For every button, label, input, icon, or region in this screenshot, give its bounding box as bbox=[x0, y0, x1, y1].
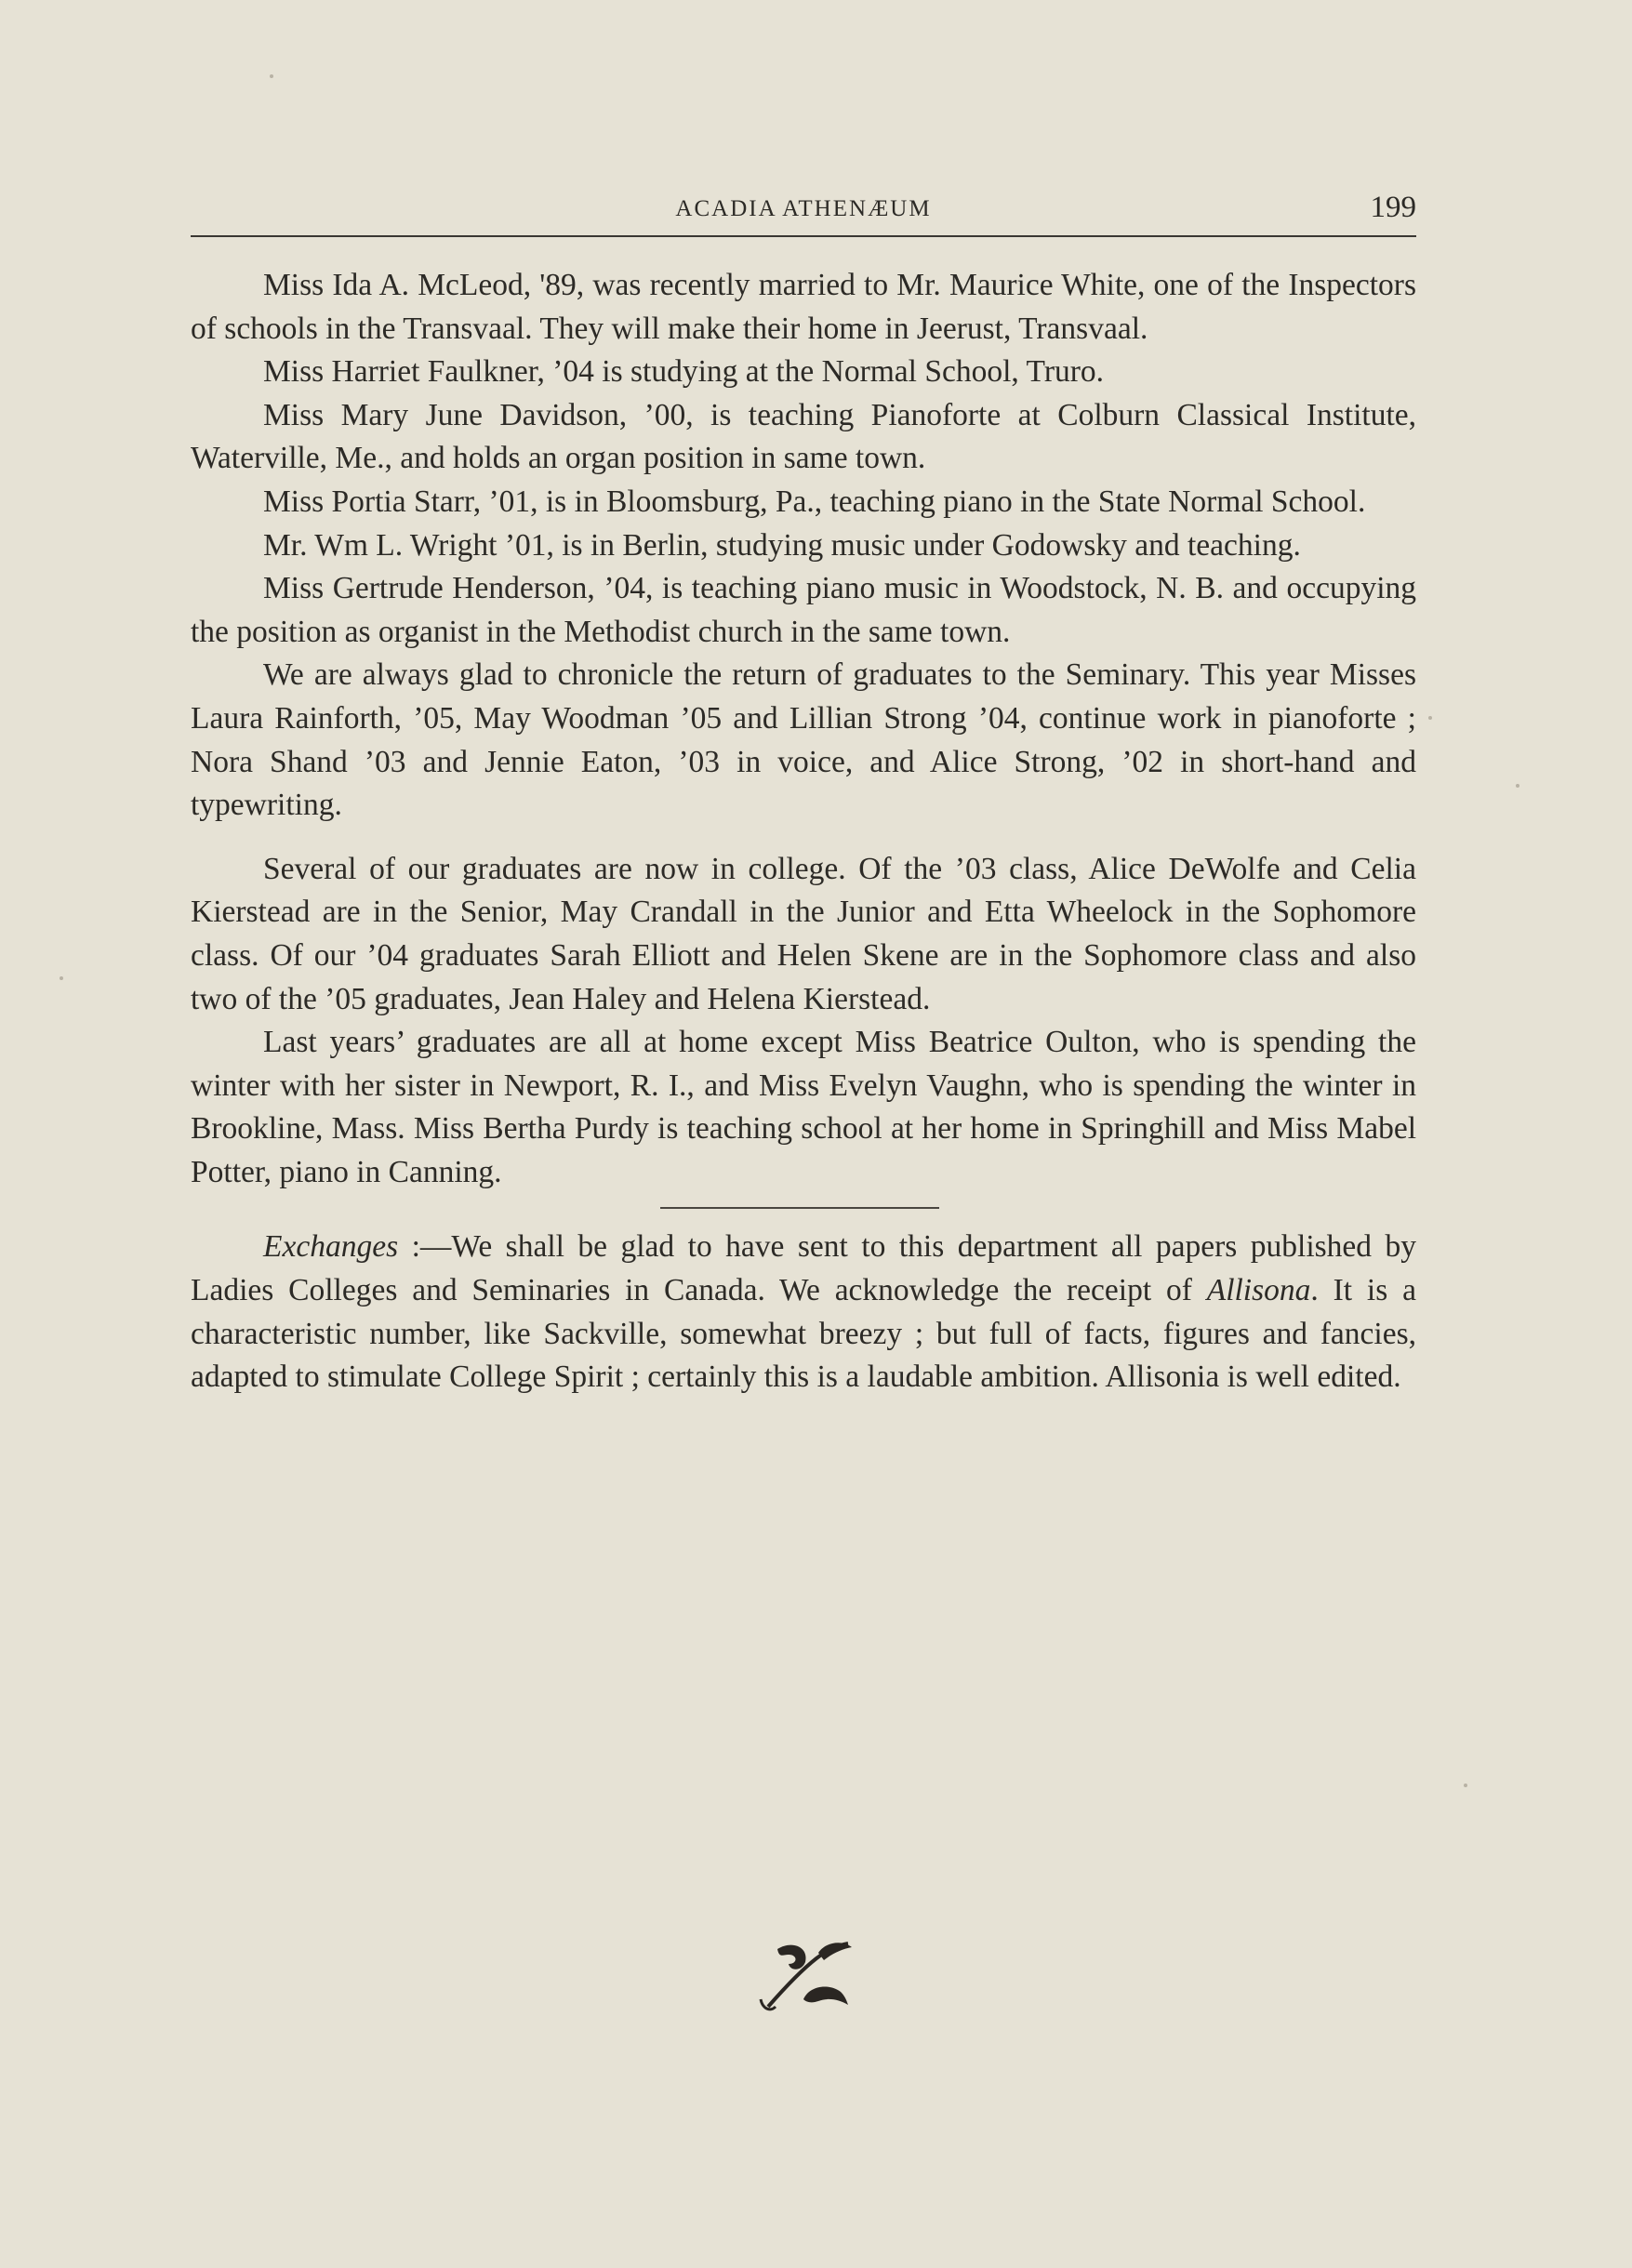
running-head bbox=[191, 191, 1416, 232]
paragraph-davidson: Miss Mary June Davidson, ’00, is teaching Pianoforte at Colburn Classical Institute, Waterville, Me., and holds an organ position in same town. bbox=[191, 397, 1416, 476]
fleuron-ornament bbox=[751, 1934, 863, 2018]
paper-speck bbox=[1516, 784, 1519, 788]
exchanges-intro: :—We shall be glad to have sent to this department all papers published by Ladies Colleges and Seminaries in Canada. We acknowledge the receipt of bbox=[191, 1229, 1416, 1308]
paragraph-henderson: Miss Gertrude Henderson, ’04, is teaching piano music in Woodstock, N. B. and occupying the position as organist in the Methodist church in the same town. bbox=[191, 571, 1416, 649]
paragraph-faulkner: Miss Harriet Faulkner, ’04 is studying at the Normal School, Truro. bbox=[263, 354, 1105, 390]
section-divider bbox=[660, 1207, 939, 1209]
paragraph-returning-graduates: We are always glad to chronicle the return of graduates to the Seminary. This year Misses Laura Rainforth, ’05, May Woodman ’05 and Lillian Strong ’04, continue work in pianoforte ; Nora Shand ’03 and Jennie Eaton, ’03 in voice, and Alice Strong, ’02 in short-hand and typewriting. bbox=[191, 657, 1416, 823]
exchanges-publication: Allisona bbox=[1206, 1273, 1311, 1308]
page-number: 199 bbox=[1370, 191, 1416, 224]
paragraph-starr: Miss Portia Starr, ’01, is in Bloomsburg, Pa., teaching piano in the State Normal School. bbox=[263, 484, 1366, 519]
paragraph-wright: Mr. Wm L. Wright ’01, is in Berlin, studying music under Godowsky and teaching. bbox=[263, 527, 1301, 563]
paragraph-last-years-graduates: Last years’ graduates are all at home except Miss Beatrice Oulton, who is spending the winter with her sister in Newport, R. I., and Miss Evelyn Vaughn, who is spending the winter in Brookline, Mass. Miss Bertha Purdy is teaching school at her home in Springhill and Miss Mabel Potter, piano in Canning. bbox=[191, 1025, 1416, 1189]
paper-speck bbox=[270, 74, 273, 78]
exchanges-label: Exchanges bbox=[263, 1229, 399, 1265]
paper-speck bbox=[1428, 716, 1432, 720]
paragraph-exchanges bbox=[191, 1226, 1416, 1399]
paper-speck bbox=[60, 976, 63, 980]
article-body bbox=[191, 264, 1416, 1399]
running-title: ACADIA ATHENÆUM bbox=[675, 196, 932, 221]
paragraph-college-graduates: Several of our graduates are now in college. Of the ’03 class, Alice DeWolfe and Celia Kierstead are in the Senior, May Crandall in the Junior and Etta Wheelock in the Sophomore class. Of our ’04 graduates Sarah Elliott and Helen Skene are in the Sophomore class and also two of the ’05 graduates, Jean Haley and Helena Kierstead. bbox=[191, 851, 1416, 1016]
paper-speck bbox=[1464, 1784, 1467, 1787]
exchanges-rest: . It is a characteristic number, like Sackville, somewhat breezy ; but full of facts, figures and fancies, adapted to stimulate College Spirit ; certainly this is a laudable ambition. Allisonia is well edited. bbox=[191, 1273, 1416, 1395]
paragraph-mcleod: Miss Ida A. McLeod, '89, was recently married to Mr. Maurice White, one of the Inspectors of schools in the Transvaal. They will make their home in Jeerust, Transvaal. bbox=[191, 268, 1416, 346]
header-rule bbox=[191, 235, 1416, 237]
